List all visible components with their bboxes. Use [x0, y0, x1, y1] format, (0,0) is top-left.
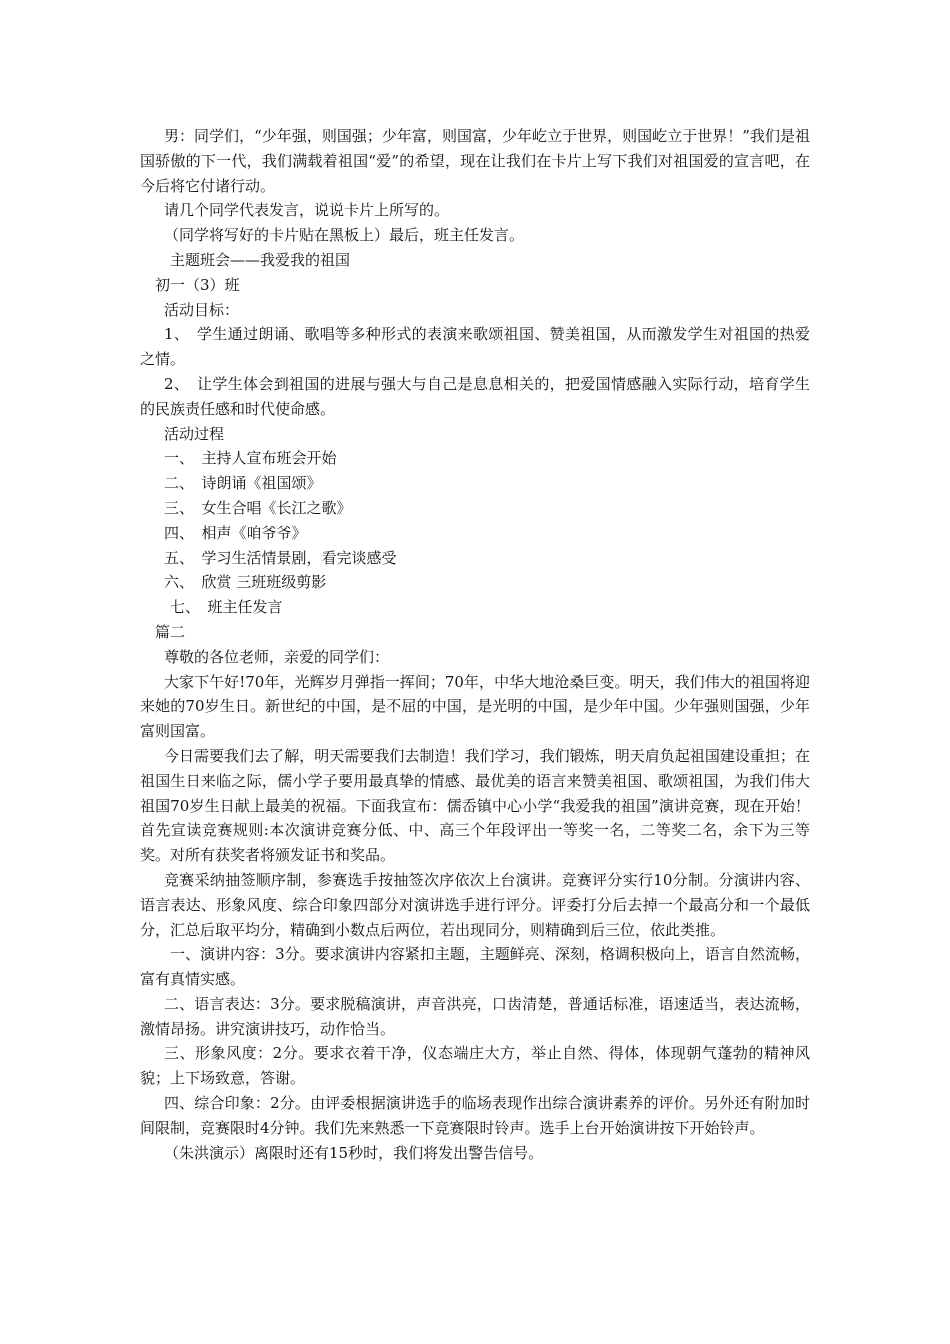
- paragraph: 请几个同学代表发言，说说卡片上所写的。: [164, 201, 450, 220]
- list-item: 二、 诗朗诵《祖国颂》: [164, 474, 322, 493]
- list-item: 三、 女生合唱《长江之歌》: [164, 498, 352, 517]
- rule-item: 三、形象风度：2分。要求衣着干净，仪态端庄大方，举止自然、得体，体现朝气蓬勃的精神风貌；上下场致意，答谢。: [140, 1044, 810, 1088]
- list-item: 2、 让学生体会到祖国的进展与强大与自己是息息相关的，把爱国情感融入实际行动，培育学生的民族责任感和时代使命感。: [140, 374, 810, 418]
- rule-item: 二、语言表达：3分。要求脱稿演讲，声音洪亮，口齿清楚，普通话标准，语速适当，表达流畅，激情昂扬。讲究演讲技巧，动作恰当。: [140, 994, 810, 1038]
- document-page: [140, 124, 810, 1165]
- paragraph-intro: 男：同学们，“少年强，则国强；少年富，则国富，少年屹立于世界，则国屹立于世界！”我们是祖国骄傲的下一代，我们满载着祖国“爱”的希望，现在让我们在卡片上写下我们对祖国爱的宣言吧，在今后将它付诸行动。: [140, 127, 810, 195]
- paragraph: 大家下午好!70年，光辉岁月弹指一挥间；70年，中华大地沧桑巨变。明天，我们伟大的祖国将迎来她的70岁生日。新世纪的中国，是不屈的中国，是光明的中国，是少年中国。少年强则国强，少年富则国富。: [140, 672, 810, 741]
- list-item: 六、 欣赏 三班班级剪影: [164, 573, 327, 592]
- heading-process: 活动过程: [164, 424, 225, 443]
- list-item: 四、 相声《咱爷爷》: [164, 523, 307, 542]
- heading-goals: 活动目标：: [164, 300, 240, 319]
- list-item: 1、 学生通过朗诵、歌唱等多种形式的表演来歌颂祖国、赞美祖国，从而激发学生对祖国的热爱之情。: [140, 325, 810, 369]
- list-item: 五、 学习生活情景剧，看完谈感受: [164, 548, 397, 567]
- class-label: 初一（3）班: [155, 275, 240, 294]
- rule-item: 一、演讲内容：3分。要求演讲内容紧扣主题，主题鲜亮、深刻，格调积极向上，语言自然流畅，富有真情实感。: [140, 945, 810, 989]
- paragraph: 竞赛采纳抽签顺序制，参赛选手按抽签次序依次上台演讲。竞赛评分实行10分制。分演讲内容、语言表达、形象风度、综合印象四部分对演讲选手进行评分。评委打分后去掉一个最高分和一个最低分，汇总后取平均分，精确到小数点后两位，若出现同分，则精确到后三位，依此类推。: [140, 870, 810, 939]
- paragraph: （同学将写好的卡片贴在黑板上）最后，班主任发言。: [164, 226, 525, 245]
- paragraph: （朱洪演示）离限时还有15秒时，我们将发出警告信号。: [164, 1143, 544, 1162]
- section-title: 主题班会——我爱我的祖国: [170, 250, 351, 269]
- rule-item: 四、综合印象：2分。由评委根据演讲选手的临场表现作出综合演讲素养的评价。另外还有附加时间限制，竞赛限时4分钟。我们先来熟悉一下竞赛限时铃声。选手上台开始演讲按下开始铃声。: [140, 1094, 810, 1137]
- heading-part-two: 篇二: [155, 622, 186, 641]
- salutation: 尊敬的各位老师，亲爱的同学们：: [164, 647, 390, 666]
- list-item: 一、 主持人宣布班会开始: [164, 449, 337, 468]
- list-item: 七、 班主任发言: [170, 598, 283, 617]
- paragraph: 今日需要我们去了解，明天需要我们去制造！我们学习，我们锻炼，明天肩负起祖国建设重担；在祖国生日来临之际，儒小学子要用最真挚的情感、最优美的语言来赞美祖国、歌颂祖国，为我们伟大祖国70岁生日献上最美的祝福。下面我宣布：儒岙镇中心小学“我爱我的祖国”演讲竞赛，现在开始！首先宣读竞赛规则:本次演讲竞赛分低、中、高三个年段评出一等奖一名，二等奖二名，余下为三等奖。对所有获奖者将颁发证书和奖品。: [140, 746, 810, 865]
